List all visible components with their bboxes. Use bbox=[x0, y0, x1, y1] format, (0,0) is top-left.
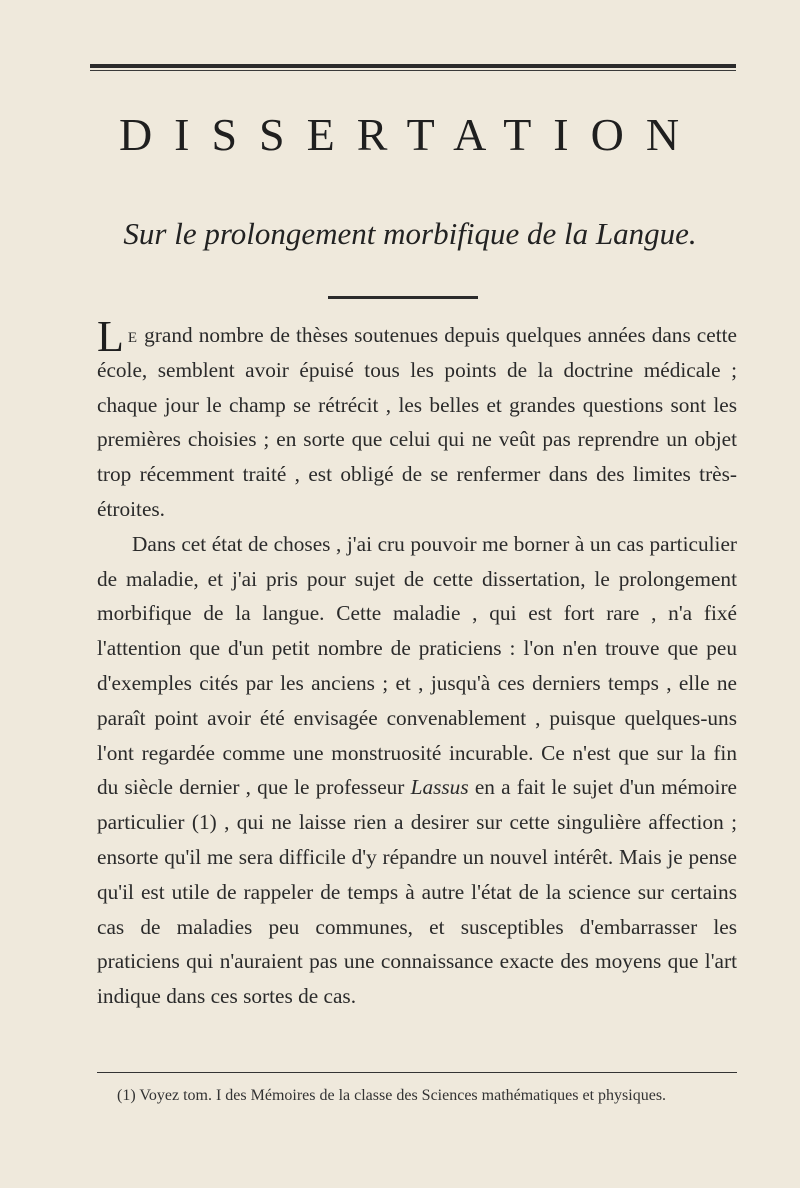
page-subtitle: Sur le prolongement morbifique de la Langue. bbox=[123, 216, 697, 251]
paragraph-2-text-a: Dans cet état de choses , j'ai cru pouvoir me borner à un cas particulier de maladie, et j'ai pris pour sujet de cette dissertation, le prolongement morbifique de la langue. Cette maladie , qui est fort rare , n'a fixé l'attention que d'un petit nombre de praticiens : l'on n'en trouve que peu d'exemples cités par les anciens ; et , jusqu'à ces derniers temps , elle ne paraît point avoir été envisagée convenablement , puisque quelques-uns l'ont regardée comme une monstruosité incurable. Ce n'est que sur la fin du siècle dernier , que le professeur bbox=[97, 531, 737, 800]
author-name: Lassus bbox=[410, 775, 469, 800]
section-divider bbox=[328, 296, 478, 299]
footnote-rule bbox=[97, 1072, 737, 1073]
body-text bbox=[97, 312, 737, 1014]
paragraph-2-text-b: en a fait le sujet d'un mémoire particulier (1) , qui ne laisse rien a desirer sur cette singulière affection ; ensorte qu'il me sera difficile d'y répandre un nouvel intérêt. Mais je pense qu'il est utile de rappeler de temps à autre l'état de la science sur certains cas de maladies peu communes, et susceptibles d'embarrasser les praticiens qui n'auraient pas une connaissance exacte des moyens que l'art indique dans ces sortes de cas. bbox=[97, 775, 737, 1009]
page-title: DISSERTATION bbox=[118, 109, 702, 160]
drop-cap: L bbox=[97, 312, 124, 361]
footnote: (1) Voyez tom. I des Mémoires de la classe des Sciences mathématiques et physiques. bbox=[117, 1087, 667, 1104]
paragraph-2 bbox=[97, 527, 737, 1014]
top-rule-thick bbox=[90, 64, 736, 68]
paragraph-1 bbox=[97, 312, 737, 527]
paragraph-1-text: grand nombre de thèses soutenues depuis quelques années dans cette école, semblent avoir épuisé tous les points de la doctrine médicale ; chaque jour le champ se rétrécit , les belles et grandes questions sont les premières choisies ; en sorte que celui qui ne veût pas reprendre un objet trop récemment traité , est obligé de se renfermer dans des limites très-étroites. bbox=[97, 323, 737, 521]
first-word-rest: e bbox=[127, 323, 139, 347]
top-rule-thin bbox=[90, 70, 736, 71]
